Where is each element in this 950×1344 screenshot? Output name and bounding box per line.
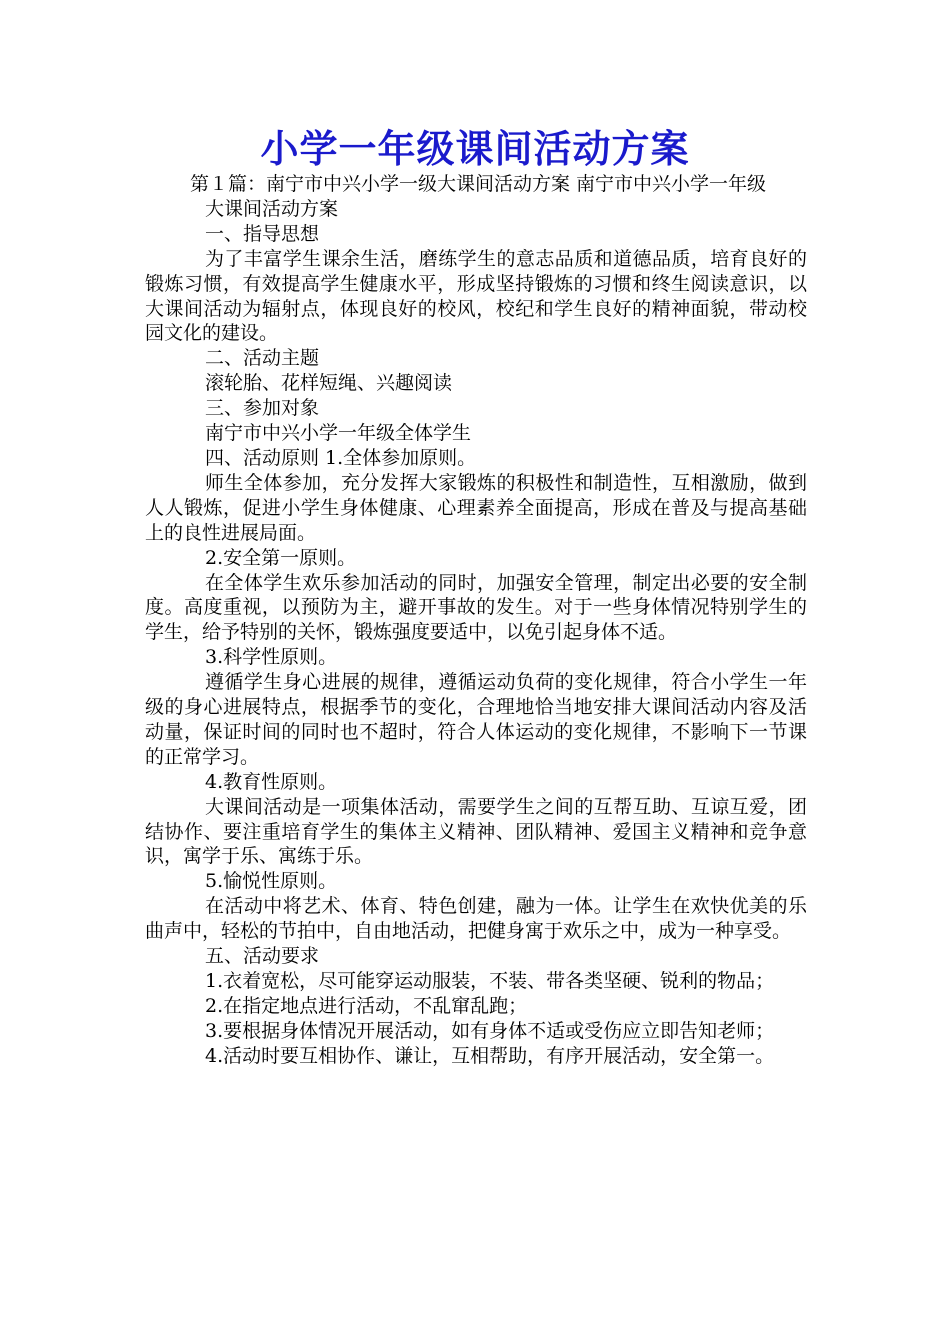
paragraph: 在活动中将艺术、体育、特色创建，融为一体。让学生在欢快优美的乐曲声中，轻松的节拍中，自由地活动，把健身寓于欢乐之中，成为一种享受。: [145, 895, 807, 943]
paragraph: 1.衣着宽松，尽可能穿运动服装，不装、带各类坚硬、锐利的物品；: [205, 970, 775, 992]
paragraph: 第１篇：南宁市中兴小学一级大课间活动方案 南宁市中兴小学一年级: [190, 173, 767, 195]
document-title: 小学一年级课间活动方案: [260, 127, 690, 171]
paragraph: 遵循学生身心进展的规律，遵循运动负荷的变化规律，符合小学生一年级的身心进展特点，根据季节的变化，合理地恰当地安排大课间活动内容及活动量，保证时间的同时也不超时，符合人体运动的变化规律，不影响下一节课的正常学习。: [145, 671, 807, 768]
paragraph: 四、活动原则 1.全体参加原则。: [205, 446, 477, 469]
paragraph: 五、活动要求: [205, 945, 320, 968]
paragraph: 大课间活动是一项集体活动，需要学生之间的互帮互助、互谅互爱，团结协作、要注重培育学生的集体主义精神、团队精神、爱国主义精神和竞争意识，寓学于乐、寓练于乐。: [145, 795, 807, 868]
paragraph: 5.愉悦性原则。: [205, 870, 338, 893]
paragraph: 南宁市中兴小学一年级全体学生: [205, 422, 472, 445]
paragraph: 三、参加对象: [205, 397, 320, 420]
paragraph: 滚轮胎、花样短绳、兴趣阅读: [205, 372, 453, 395]
paragraph: 为了丰富学生课余生活，磨练学生的意志品质和道德品质，培育良好的锻炼习惯，有效提高学生健康水平，形成坚持锻炼的习惯和终生阅读意识，以大课间活动为辐射点，体现良好的校风，校纪和学生良好的精神面貌，带动校园文化的建设。: [145, 247, 807, 345]
paragraph: 在全体学生欢乐参加活动的同时，加强安全管理，制定出必要的安全制度。高度重视，以预防为主，避开事故的发生。对于一些身体情况特别学生的学生，给予特别的关怀，锻炼强度要适中，以免引起身体不适。: [145, 571, 807, 644]
paragraph: 二、活动主题: [205, 347, 320, 370]
paragraph: 一、指导思想: [205, 222, 320, 245]
paragraph: 师生全体参加，充分发挥大家锻炼的积极性和制造性，互相激励，做到人人锻炼，促进小学生身体健康、心理素养全面提高，形成在普及与提高基础上的良性进展局面。: [145, 471, 807, 544]
paragraph: 2.在指定地点进行活动，不乱窜乱跑；: [205, 994, 528, 1017]
paragraph: 4.活动时要互相协作、谦让，互相帮助，有序开展活动，安全第一。: [205, 1044, 775, 1067]
document-body: [145, 172, 807, 1069]
paragraph: 4.教育性原则。: [205, 770, 338, 793]
paragraph: 3.科学性原则。: [205, 646, 338, 669]
paragraph: 大课间活动方案: [205, 197, 339, 220]
paragraph: 2.安全第一原则。: [205, 546, 357, 569]
paragraph: 3.要根据身体情况开展活动，如有身体不适或受伤应立即告知老师；: [205, 1019, 775, 1042]
